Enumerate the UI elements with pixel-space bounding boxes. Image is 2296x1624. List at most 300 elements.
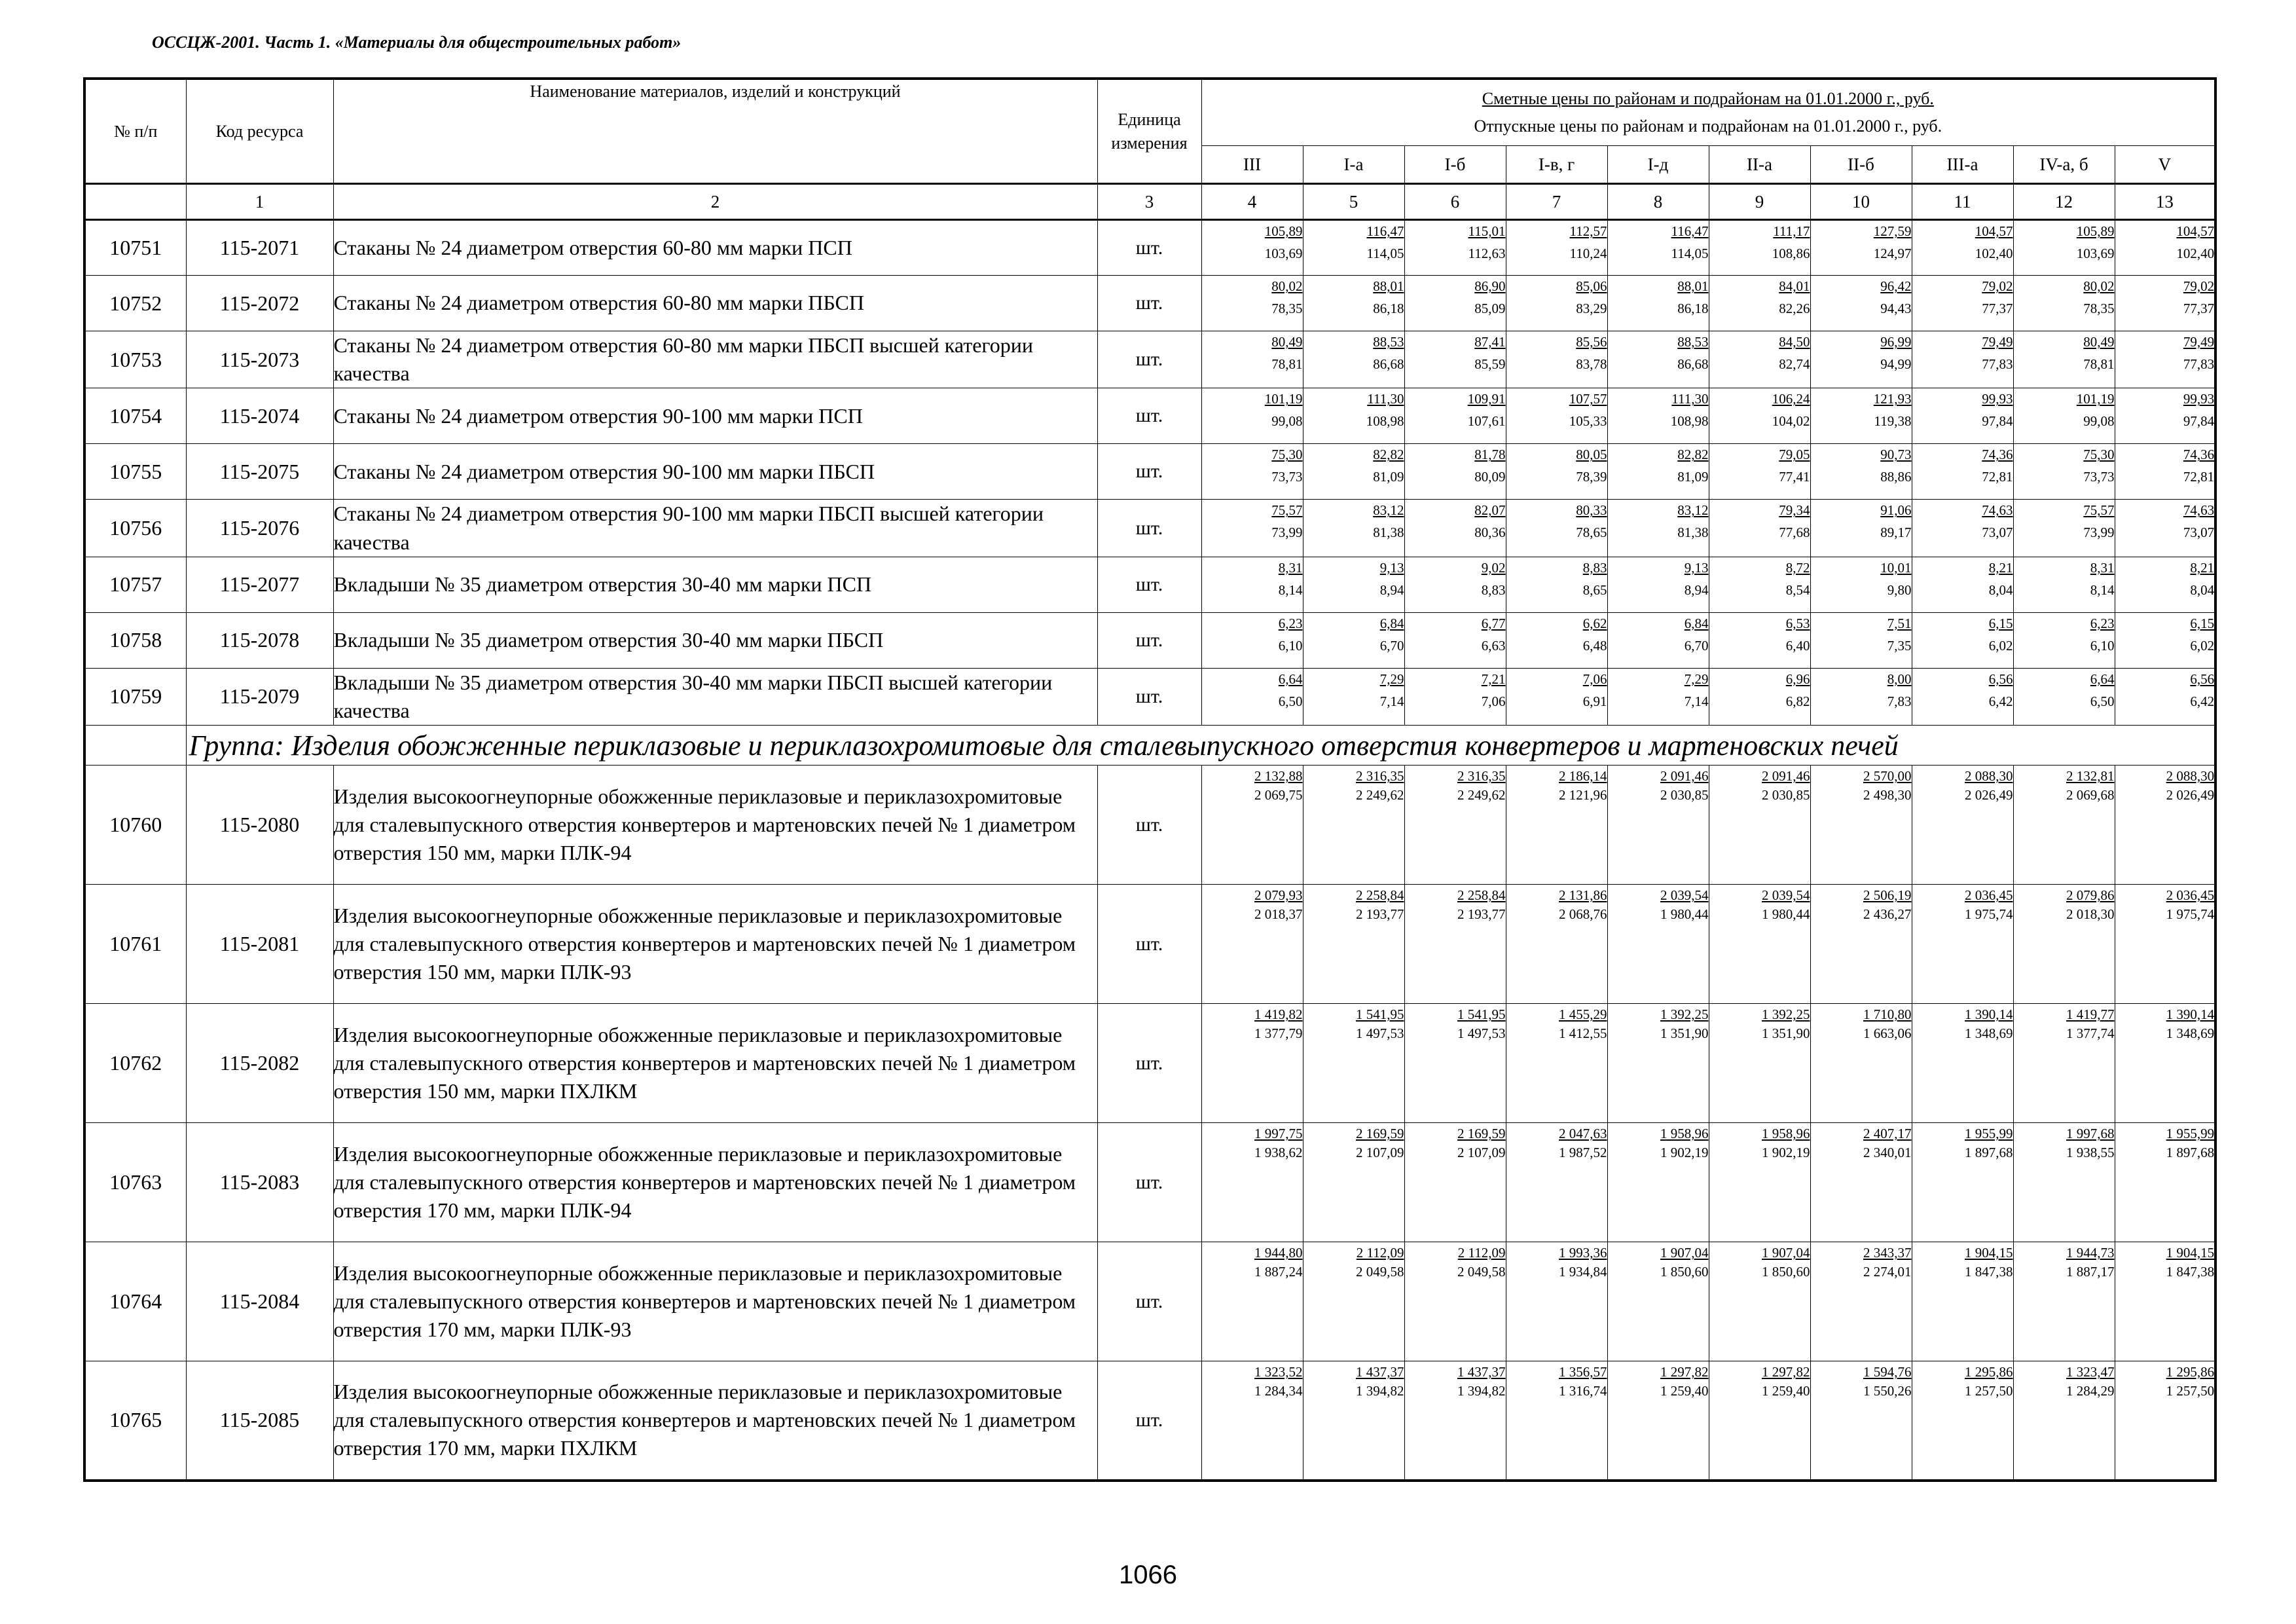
estimate-price: 81,78 bbox=[1474, 447, 1506, 463]
price-cell bbox=[1810, 668, 1912, 725]
table-row bbox=[84, 885, 2215, 1004]
price-cell bbox=[1506, 885, 1607, 1004]
release-price: 6,10 bbox=[2090, 637, 2115, 654]
release-price: 2 498,30 bbox=[1863, 787, 1912, 803]
price-cell bbox=[1607, 1242, 1709, 1361]
estimate-price: 2 112,09 bbox=[1457, 1245, 1506, 1261]
price-cell bbox=[1607, 557, 1709, 612]
material-name: Изделия высокоогнеупорные обожженные периклазовые и периклазохромитовые для сталевыпускного отверстия конвертеров и мартеновских печей № 1 диаметром отверстия 170 мм, марки ПЛК-94 bbox=[333, 1123, 1097, 1242]
release-price: 2 340,01 bbox=[1863, 1145, 1912, 1161]
price-cell bbox=[1506, 331, 1607, 388]
release-price: 7,06 bbox=[1481, 693, 1506, 709]
estimate-price: 6,56 bbox=[1988, 671, 2013, 687]
column-number: 10 bbox=[1810, 184, 1912, 220]
table-row bbox=[84, 331, 2215, 388]
resource-code: 115-2071 bbox=[186, 220, 333, 276]
price-cell bbox=[2115, 766, 2215, 885]
estimate-price: 106,24 bbox=[1772, 391, 1810, 407]
release-price: 6,63 bbox=[1481, 637, 1506, 654]
estimate-price: 75,57 bbox=[1271, 502, 1303, 519]
row-number: 10763 bbox=[84, 1123, 186, 1242]
price-cell bbox=[1912, 500, 2013, 557]
row-number: 10756 bbox=[84, 500, 186, 557]
release-price: 1 259,40 bbox=[1660, 1383, 1709, 1399]
price-cell bbox=[1506, 557, 1607, 612]
material-name: Вкладыши № 35 диаметром отверстия 30-40 мм марки ПБСП bbox=[333, 612, 1097, 668]
estimate-price: 88,01 bbox=[1677, 278, 1709, 294]
table-row bbox=[84, 220, 2215, 276]
release-price: 1 316,74 bbox=[1559, 1383, 1607, 1399]
estimate-price: 2 079,93 bbox=[1254, 887, 1303, 904]
material-name: Стаканы № 24 диаметром отверстия 60-80 мм марки ПБСП высшей категории качества bbox=[333, 331, 1097, 388]
price-cell bbox=[1709, 276, 1810, 331]
price-cell bbox=[1404, 885, 1506, 1004]
estimate-price: 104,57 bbox=[2176, 223, 2215, 239]
estimate-price: 2 088,30 bbox=[1965, 768, 2013, 784]
release-price: 73,73 bbox=[2083, 469, 2115, 485]
release-price: 2 018,37 bbox=[1254, 906, 1303, 923]
estimate-price: 1 295,86 bbox=[2166, 1364, 2215, 1380]
release-price: 82,26 bbox=[1779, 301, 1810, 316]
estimate-price: 2 079,86 bbox=[2066, 887, 2115, 904]
estimate-price: 7,29 bbox=[1379, 671, 1404, 687]
release-price: 78,81 bbox=[1271, 356, 1303, 372]
release-price: 1 663,06 bbox=[1863, 1025, 1912, 1042]
estimate-price: 6,62 bbox=[1582, 615, 1607, 631]
price-cell bbox=[1201, 444, 1303, 500]
release-price: 1 348,69 bbox=[1965, 1025, 2013, 1042]
release-price: 114,05 bbox=[1366, 246, 1404, 261]
row-number: 10753 bbox=[84, 331, 186, 388]
group-row bbox=[84, 726, 2215, 766]
price-cell bbox=[2115, 1004, 2215, 1123]
price-cell bbox=[2115, 885, 2215, 1004]
release-price: 2 030,85 bbox=[1762, 787, 1810, 803]
price-cell bbox=[1404, 668, 1506, 725]
estimate-price: 2 570,00 bbox=[1863, 768, 1912, 784]
release-price: 108,86 bbox=[1772, 246, 1810, 261]
release-price: 94,99 bbox=[1880, 356, 1912, 372]
price-cell bbox=[1810, 388, 1912, 444]
unit-of-measure: шт. bbox=[1097, 766, 1201, 885]
estimate-price: 7,51 bbox=[1887, 615, 1912, 631]
price-cell bbox=[1201, 612, 1303, 668]
price-cell bbox=[2013, 388, 2115, 444]
release-price: 6,42 bbox=[2190, 693, 2215, 709]
price-cell bbox=[1810, 1242, 1912, 1361]
price-cell bbox=[1709, 444, 1810, 500]
estimate-price: 1 710,80 bbox=[1863, 1006, 1912, 1023]
release-price: 2 026,49 bbox=[1965, 787, 2013, 803]
resource-code: 115-2073 bbox=[186, 331, 333, 388]
price-cell bbox=[1607, 766, 1709, 885]
release-price: 2 069,68 bbox=[2066, 787, 2115, 803]
estimate-price: 80,49 bbox=[2083, 334, 2115, 350]
material-name: Стаканы № 24 диаметром отверстия 90-100 мм марки ПСП bbox=[333, 388, 1097, 444]
page-number: 1066 bbox=[1119, 1560, 1177, 1589]
price-cell bbox=[2013, 612, 2115, 668]
resource-code: 115-2076 bbox=[186, 500, 333, 557]
price-cell bbox=[1404, 1004, 1506, 1123]
release-price: 8,04 bbox=[1988, 581, 2013, 598]
price-cell bbox=[2013, 220, 2115, 276]
table-row bbox=[84, 388, 2215, 444]
table-row bbox=[84, 276, 2215, 331]
region-header: II-а bbox=[1709, 146, 1810, 184]
price-cell bbox=[1810, 557, 1912, 612]
release-price: 6,70 bbox=[1684, 637, 1709, 654]
estimate-price: 1 356,57 bbox=[1559, 1364, 1607, 1380]
material-name: Изделия высокоогнеупорные обожженные периклазовые и периклазохромитовые для сталевыпускного отверстия конвертеров и мартеновских печей № 1 диаметром отверстия 170 мм, марки ПХЛКМ bbox=[333, 1361, 1097, 1481]
material-name: Стаканы № 24 диаметром отверстия 60-80 мм марки ПБСП bbox=[333, 276, 1097, 331]
column-number: 6 bbox=[1404, 184, 1506, 220]
region-header: I-в, г bbox=[1506, 146, 1607, 184]
release-price: 1 259,40 bbox=[1762, 1383, 1810, 1399]
group-spacer bbox=[84, 726, 186, 766]
release-price: 8,65 bbox=[1582, 581, 1607, 598]
release-price: 104,02 bbox=[1772, 413, 1810, 430]
release-price: 103,69 bbox=[2076, 246, 2115, 261]
price-cell bbox=[1201, 276, 1303, 331]
estimate-price: 1 904,15 bbox=[2166, 1245, 2215, 1261]
price-cell bbox=[2013, 500, 2115, 557]
estimate-price: 83,12 bbox=[1373, 502, 1404, 519]
release-price: 77,41 bbox=[1779, 469, 1810, 485]
release-price: 77,68 bbox=[1779, 525, 1810, 541]
release-price: 1 975,74 bbox=[2166, 906, 2215, 923]
estimate-price: 2 316,35 bbox=[1356, 768, 1404, 784]
table-row bbox=[84, 1123, 2215, 1242]
price-cell bbox=[1709, 668, 1810, 725]
table-row bbox=[84, 557, 2215, 612]
price-cell bbox=[1607, 1123, 1709, 1242]
row-number: 10765 bbox=[84, 1361, 186, 1481]
estimate-price: 2 036,45 bbox=[2166, 887, 2215, 904]
estimate-price: 91,06 bbox=[1880, 502, 1912, 519]
column-number: 5 bbox=[1303, 184, 1404, 220]
estimate-price: 115,01 bbox=[1468, 223, 1506, 239]
estimate-price: 8,21 bbox=[1988, 559, 2013, 576]
estimate-price: 1 944,73 bbox=[2066, 1245, 2115, 1261]
release-price: 107,61 bbox=[1467, 413, 1506, 430]
estimate-price: 82,82 bbox=[1373, 447, 1404, 463]
material-name: Стаканы № 24 диаметром отверстия 60-80 мм марки ПСП bbox=[333, 220, 1097, 276]
price-cell bbox=[1201, 500, 1303, 557]
group-cell bbox=[186, 726, 2215, 766]
release-price: 8,94 bbox=[1379, 581, 1404, 598]
release-price: 78,35 bbox=[2083, 301, 2115, 316]
price-cell bbox=[1912, 1123, 2013, 1242]
estimate-price: 1 297,82 bbox=[1762, 1364, 1810, 1380]
release-price: 72,81 bbox=[1982, 469, 2013, 485]
unit-of-measure: шт. bbox=[1097, 444, 1201, 500]
column-number: 8 bbox=[1607, 184, 1709, 220]
col-header-code: Код ресурса bbox=[186, 79, 333, 184]
unit-of-measure: шт. bbox=[1097, 1004, 1201, 1123]
table-row bbox=[84, 668, 2215, 725]
estimate-price: 84,01 bbox=[1779, 278, 1810, 294]
price-cell bbox=[2115, 500, 2215, 557]
price-cell bbox=[2115, 1242, 2215, 1361]
price-cell bbox=[1709, 1004, 1810, 1123]
estimate-price: 9,13 bbox=[1379, 559, 1404, 576]
group-title: Группа: Изделия обожженные периклазовые и периклазохромитовые для сталевыпускного отверстия конвертеров и мартеновских печей bbox=[189, 729, 1899, 762]
price-cell bbox=[2115, 1361, 2215, 1481]
release-price: 6,42 bbox=[1988, 693, 2013, 709]
material-name: Изделия высокоогнеупорные обожженные периклазовые и периклазохромитовые для сталевыпускного отверстия конвертеров и мартеновских печей № 1 диаметром отверстия 150 мм, марки ПЛК-94 bbox=[333, 766, 1097, 885]
estimate-price: 1 390,14 bbox=[2166, 1006, 2215, 1023]
estimate-price: 79,49 bbox=[1982, 334, 2013, 350]
price-cell bbox=[1810, 500, 1912, 557]
price-cell bbox=[2115, 612, 2215, 668]
price-cell bbox=[1404, 220, 1506, 276]
price-cell bbox=[2115, 220, 2215, 276]
estimate-price: 6,15 bbox=[1988, 615, 2013, 631]
release-price: 2 026,49 bbox=[2166, 787, 2215, 803]
release-price: 9,80 bbox=[1887, 581, 1912, 598]
resource-code: 115-2079 bbox=[186, 668, 333, 725]
price-cell bbox=[1709, 766, 1810, 885]
price-cell bbox=[1912, 612, 2013, 668]
region-header: III bbox=[1201, 146, 1303, 184]
estimate-price: 74,36 bbox=[2183, 447, 2215, 463]
column-number: 13 bbox=[2115, 184, 2215, 220]
release-price: 83,78 bbox=[1576, 356, 1607, 372]
release-price: 1 847,38 bbox=[2166, 1264, 2215, 1280]
estimate-price: 101,19 bbox=[2076, 391, 2115, 407]
estimate-price: 1 541,95 bbox=[1457, 1006, 1506, 1023]
release-price: 1 938,55 bbox=[2066, 1145, 2115, 1161]
price-cell bbox=[1709, 1242, 1810, 1361]
release-price: 1 550,26 bbox=[1863, 1383, 1912, 1399]
estimate-price: 101,19 bbox=[1264, 391, 1303, 407]
estimate-price: 111,30 bbox=[1367, 391, 1404, 407]
resource-code: 115-2075 bbox=[186, 444, 333, 500]
estimate-price: 85,06 bbox=[1576, 278, 1607, 294]
release-price: 77,37 bbox=[2183, 301, 2215, 316]
estimate-price: 9,13 bbox=[1684, 559, 1709, 576]
price-cell bbox=[1303, 331, 1404, 388]
price-cell bbox=[1810, 885, 1912, 1004]
release-price: 82,74 bbox=[1779, 356, 1810, 372]
row-number: 10754 bbox=[84, 388, 186, 444]
estimate-price: 79,34 bbox=[1779, 502, 1810, 519]
estimate-price: 9,02 bbox=[1481, 559, 1506, 576]
column-number: 12 bbox=[2013, 184, 2115, 220]
resource-code: 115-2081 bbox=[186, 885, 333, 1004]
estimate-price: 90,73 bbox=[1880, 447, 1912, 463]
release-price: 6,10 bbox=[1278, 637, 1303, 654]
price-cell bbox=[1303, 220, 1404, 276]
release-price: 1 377,79 bbox=[1254, 1025, 1303, 1042]
estimate-price: 2 169,59 bbox=[1457, 1126, 1506, 1142]
estimate-price: 1 392,25 bbox=[1660, 1006, 1709, 1023]
release-price: 80,36 bbox=[1474, 525, 1506, 541]
estimate-price: 2 112,09 bbox=[1356, 1245, 1404, 1261]
price-cell bbox=[1810, 1004, 1912, 1123]
unit-of-measure: шт. bbox=[1097, 1361, 1201, 1481]
estimate-price: 104,57 bbox=[1975, 223, 2013, 239]
price-cell bbox=[1506, 220, 1607, 276]
release-price: 2 274,01 bbox=[1863, 1264, 1912, 1280]
estimate-price: 2 047,63 bbox=[1559, 1126, 1607, 1142]
region-header: II-б bbox=[1810, 146, 1912, 184]
price-cell bbox=[1607, 612, 1709, 668]
price-cell bbox=[1709, 885, 1810, 1004]
price-cell bbox=[1506, 1242, 1607, 1361]
price-cell bbox=[1912, 668, 2013, 725]
price-cell bbox=[1303, 557, 1404, 612]
price-cell bbox=[1506, 388, 1607, 444]
release-price: 102,40 bbox=[2176, 246, 2215, 261]
estimate-price: 79,02 bbox=[2183, 278, 2215, 294]
release-price: 73,07 bbox=[1982, 525, 2013, 541]
estimate-price: 1 958,96 bbox=[1660, 1126, 1709, 1142]
resource-code: 115-2082 bbox=[186, 1004, 333, 1123]
price-cell bbox=[1404, 500, 1506, 557]
price-cell bbox=[1506, 766, 1607, 885]
price-cell bbox=[2013, 331, 2115, 388]
release-price: 73,07 bbox=[2183, 525, 2215, 541]
estimate-price: 8,83 bbox=[1582, 559, 1607, 576]
estimate-price: 85,56 bbox=[1576, 334, 1607, 350]
price-cell bbox=[2115, 668, 2215, 725]
release-price: 1 257,50 bbox=[1965, 1383, 2013, 1399]
release-price: 99,08 bbox=[2083, 413, 2115, 430]
release-price: 83,29 bbox=[1576, 301, 1607, 316]
estimate-price: 2 132,81 bbox=[2066, 768, 2115, 784]
estimate-price: 1 997,68 bbox=[2066, 1126, 2115, 1142]
release-price: 1 897,68 bbox=[1965, 1145, 2013, 1161]
release-price: 99,08 bbox=[1271, 413, 1303, 430]
estimate-price: 8,72 bbox=[1785, 559, 1810, 576]
price-cell bbox=[1506, 276, 1607, 331]
release-price: 1 497,53 bbox=[1356, 1025, 1404, 1042]
price-cell bbox=[2013, 885, 2115, 1004]
row-number: 10760 bbox=[84, 766, 186, 885]
estimate-price: 74,36 bbox=[1982, 447, 2013, 463]
row-number: 10755 bbox=[84, 444, 186, 500]
estimate-price: 1 904,15 bbox=[1965, 1245, 2013, 1261]
table-row bbox=[84, 500, 2215, 557]
price-cell bbox=[1709, 557, 1810, 612]
estimate-price: 75,30 bbox=[2083, 447, 2115, 463]
price-cell bbox=[1810, 444, 1912, 500]
unit-of-measure: шт. bbox=[1097, 220, 1201, 276]
price-cell bbox=[1709, 612, 1810, 668]
release-price: 1 850,60 bbox=[1660, 1264, 1709, 1280]
price-cell bbox=[1303, 612, 1404, 668]
estimate-price: 6,64 bbox=[1278, 671, 1303, 687]
price-cell bbox=[1810, 276, 1912, 331]
resource-code: 115-2085 bbox=[186, 1361, 333, 1481]
price-cell bbox=[1201, 1242, 1303, 1361]
material-name: Изделия высокоогнеупорные обожженные периклазовые и периклазохромитовые для сталевыпускного отверстия конвертеров и мартеновских печей № 1 диаметром отверстия 150 мм, марки ПЛК-93 bbox=[333, 885, 1097, 1004]
release-price: 2 068,76 bbox=[1559, 906, 1607, 923]
price-cell bbox=[1201, 331, 1303, 388]
price-cell bbox=[1912, 1242, 2013, 1361]
region-header: I-б bbox=[1404, 146, 1506, 184]
release-price: 81,09 bbox=[1677, 469, 1709, 485]
price-cell bbox=[1607, 331, 1709, 388]
region-header: III-а bbox=[1912, 146, 2013, 184]
estimate-price: 6,56 bbox=[2190, 671, 2215, 687]
release-price: 2 193,77 bbox=[1457, 906, 1506, 923]
row-number: 10764 bbox=[84, 1242, 186, 1361]
estimate-price: 2 343,37 bbox=[1863, 1245, 1912, 1261]
release-price: 2 030,85 bbox=[1660, 787, 1709, 803]
release-price: 1 887,24 bbox=[1254, 1264, 1303, 1280]
estimate-price: 1 944,80 bbox=[1254, 1245, 1303, 1261]
price-table bbox=[83, 77, 2217, 1482]
estimate-price: 79,05 bbox=[1779, 447, 1810, 463]
table-row bbox=[84, 766, 2215, 885]
price-cell bbox=[1201, 1004, 1303, 1123]
release-price: 78,81 bbox=[2083, 356, 2115, 372]
release-price: 1 902,19 bbox=[1762, 1145, 1810, 1161]
release-price: 119,38 bbox=[1874, 413, 1912, 430]
release-price: 8,83 bbox=[1481, 581, 1506, 598]
price-cell bbox=[1506, 500, 1607, 557]
estimate-price: 1 594,76 bbox=[1863, 1364, 1912, 1380]
col-header-num: № п/п bbox=[84, 79, 186, 184]
price-cell bbox=[1607, 1004, 1709, 1123]
prices-estimate-label: Сметные цены по районам и подрайонам на 01.01.2000 г., руб. bbox=[1482, 89, 1934, 109]
resource-code: 115-2077 bbox=[186, 557, 333, 612]
row-number: 10761 bbox=[84, 885, 186, 1004]
price-cell bbox=[2115, 444, 2215, 500]
estimate-price: 1 297,82 bbox=[1660, 1364, 1709, 1380]
release-price: 80,09 bbox=[1474, 469, 1506, 485]
release-price: 8,04 bbox=[2190, 581, 2215, 598]
resource-code: 115-2078 bbox=[186, 612, 333, 668]
release-price: 6,02 bbox=[2190, 637, 2215, 654]
estimate-price: 6,96 bbox=[1785, 671, 1810, 687]
release-price: 1 902,19 bbox=[1660, 1145, 1709, 1161]
release-price: 77,83 bbox=[2183, 356, 2215, 372]
price-cell bbox=[2013, 1123, 2115, 1242]
release-price: 112,63 bbox=[1468, 246, 1506, 261]
resource-code: 115-2084 bbox=[186, 1242, 333, 1361]
column-number: 3 bbox=[1097, 184, 1201, 220]
estimate-price: 87,41 bbox=[1474, 334, 1506, 350]
price-cell bbox=[2013, 668, 2115, 725]
estimate-price: 2 169,59 bbox=[1356, 1126, 1404, 1142]
release-price: 8,14 bbox=[1278, 581, 1303, 598]
price-cell bbox=[1506, 668, 1607, 725]
estimate-price: 96,42 bbox=[1880, 278, 1912, 294]
release-price: 85,59 bbox=[1474, 356, 1506, 372]
release-price: 124,97 bbox=[1873, 246, 1912, 261]
estimate-price: 111,17 bbox=[1773, 223, 1810, 239]
estimate-price: 79,49 bbox=[2183, 334, 2215, 350]
price-cell bbox=[2013, 1242, 2115, 1361]
unit-of-measure: шт. bbox=[1097, 612, 1201, 668]
table-row bbox=[84, 444, 2215, 500]
estimate-price: 2 039,54 bbox=[1660, 887, 1709, 904]
release-price: 6,70 bbox=[1379, 637, 1404, 654]
price-cell bbox=[1201, 766, 1303, 885]
release-price: 2 049,58 bbox=[1457, 1264, 1506, 1280]
estimate-price: 2 407,17 bbox=[1863, 1126, 1912, 1142]
estimate-price: 1 323,47 bbox=[2066, 1364, 2115, 1380]
price-cell bbox=[1303, 388, 1404, 444]
price-cell bbox=[1303, 1123, 1404, 1242]
price-cell bbox=[1709, 500, 1810, 557]
col-header-prices bbox=[1201, 79, 2215, 146]
estimate-price: 79,02 bbox=[1982, 278, 2013, 294]
estimate-price: 105,89 bbox=[1264, 223, 1303, 239]
